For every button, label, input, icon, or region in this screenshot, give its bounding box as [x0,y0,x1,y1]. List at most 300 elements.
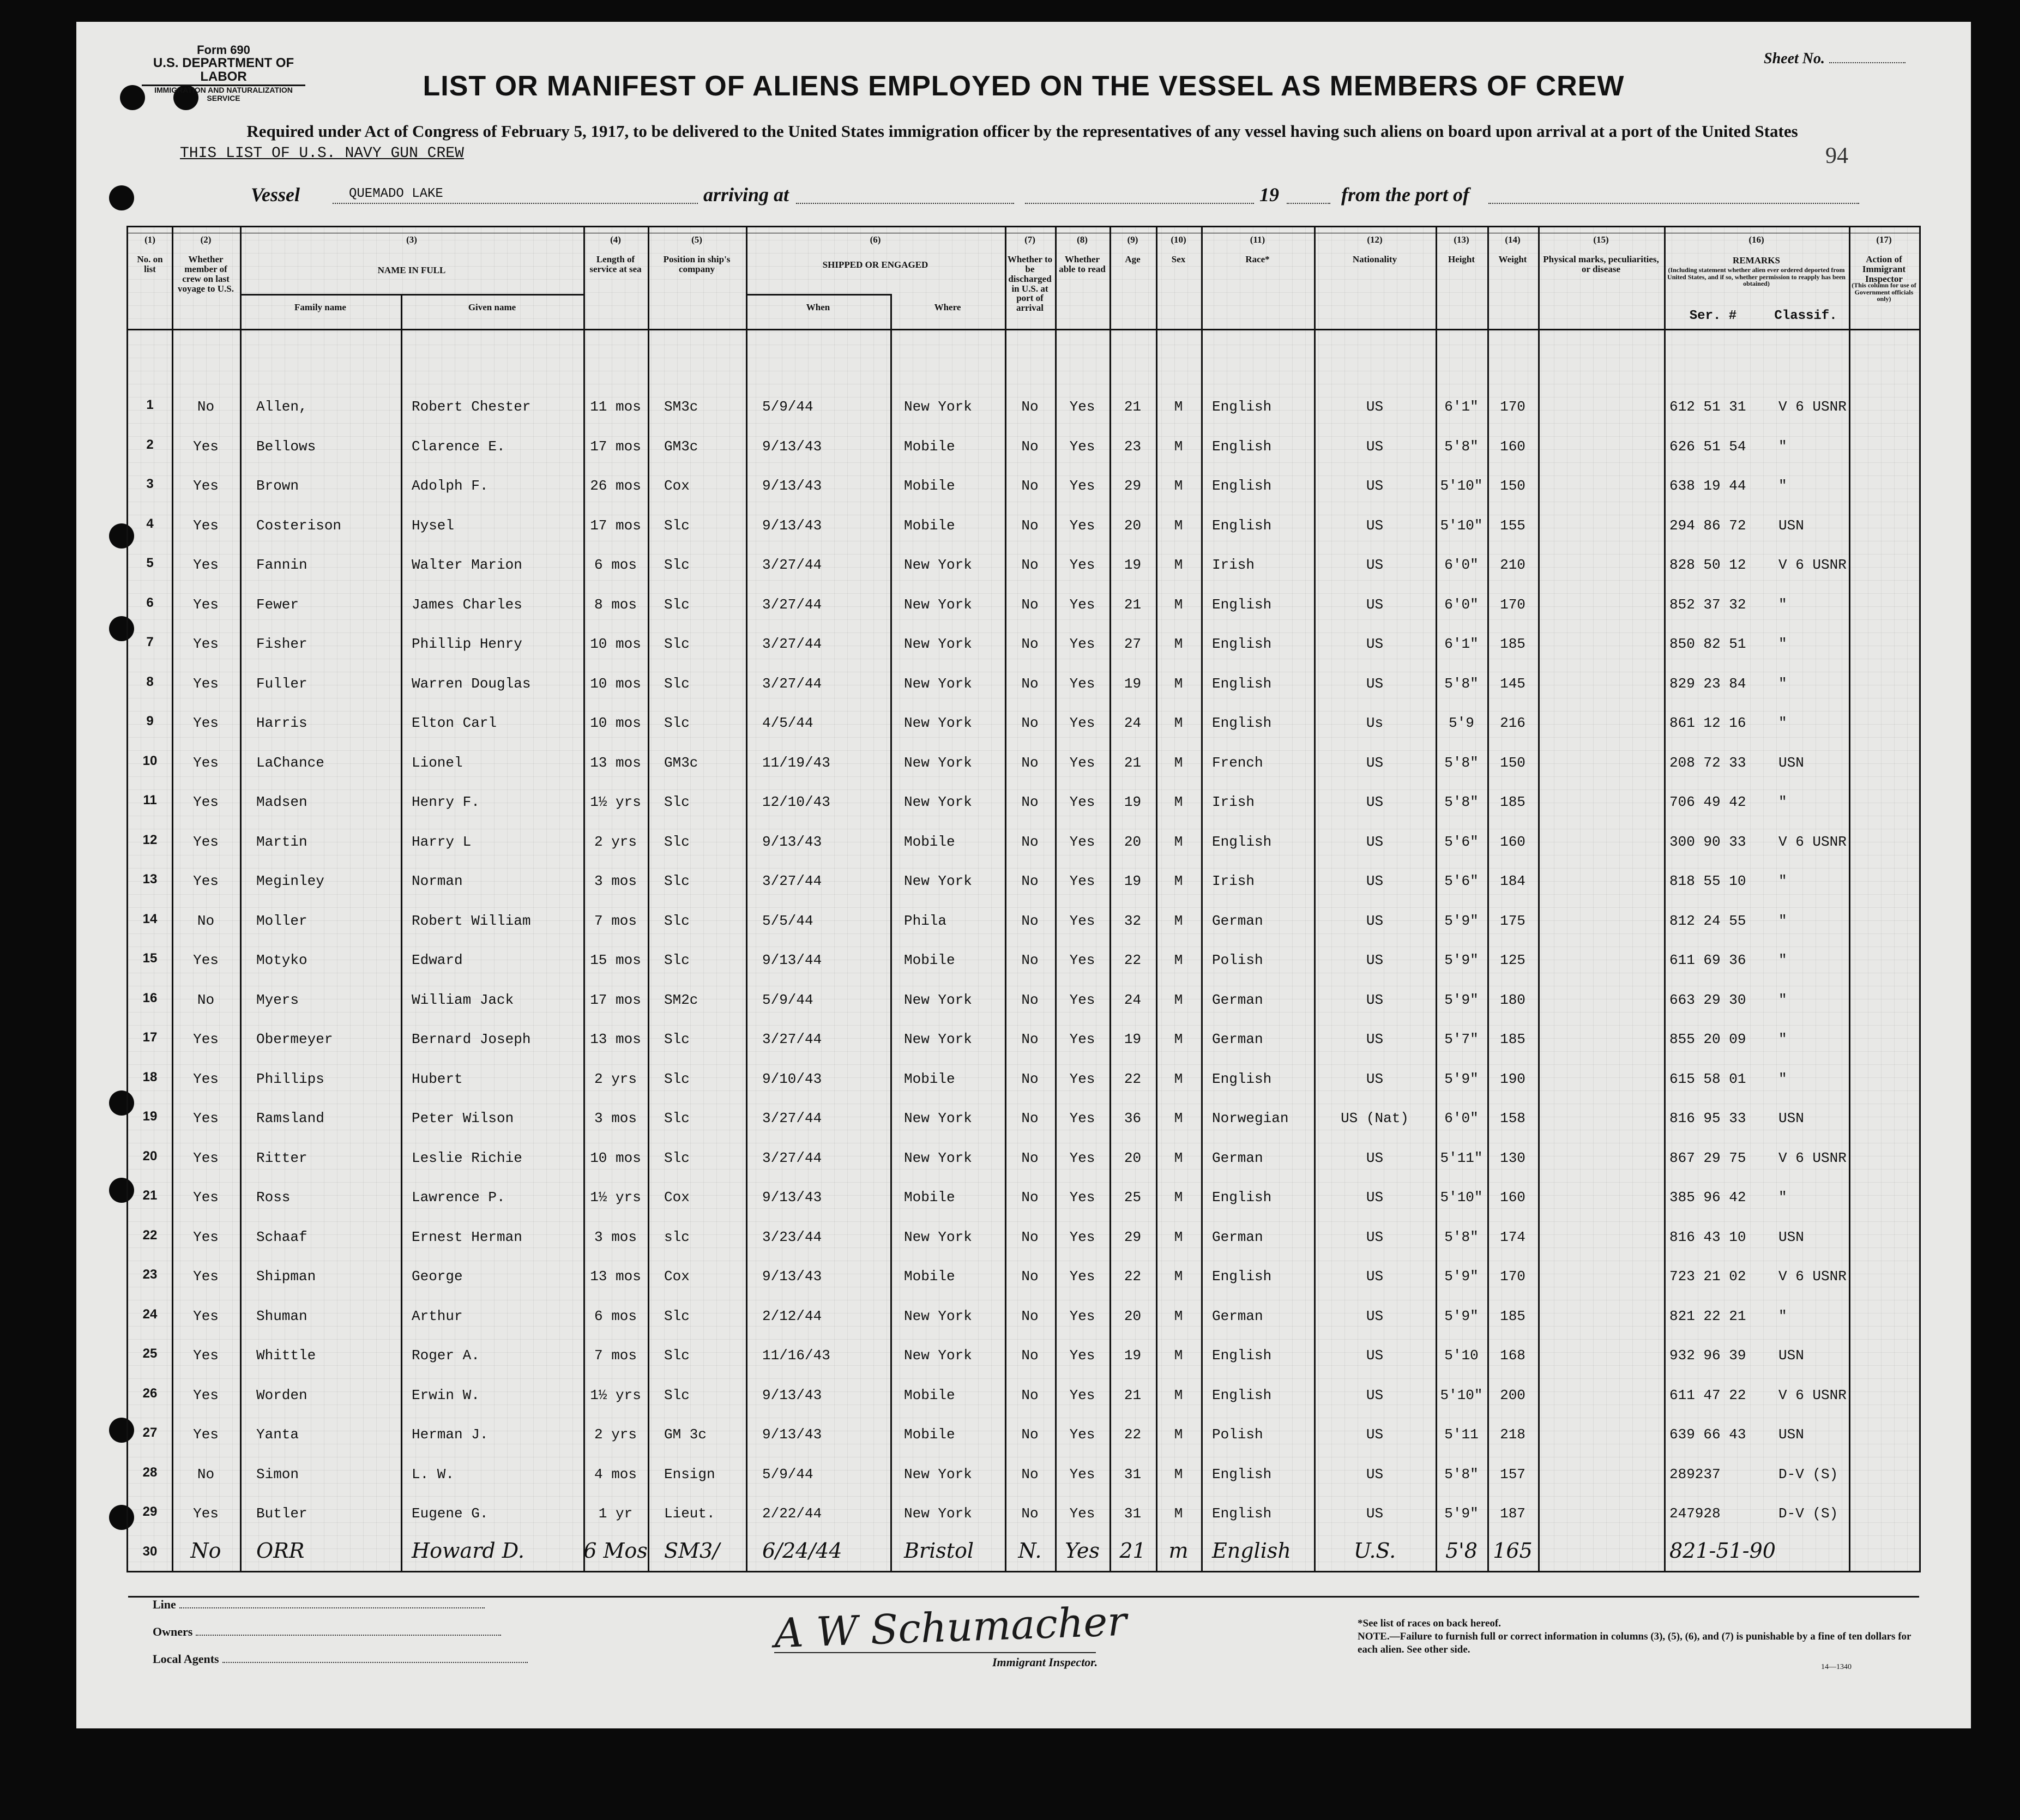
cell-height: 6'1" [1444,399,1479,415]
cell-where: New York [904,596,972,613]
column-number: (17) [1876,234,1892,245]
cell-discharged: No [1021,1110,1039,1126]
cell-sex: M [1174,794,1183,810]
column-number: (6) [870,234,881,245]
cell-sex: M [1174,1070,1183,1087]
form-code: 14—1340 [1821,1663,1852,1671]
page-title: LIST OR MANIFEST OF ALIENS EMPLOYED ON THE VESSEL AS MEMBERS OF CREW [423,70,1625,102]
cell-sex: M [1174,517,1183,534]
cell-ser: 723 21 02 [1669,1268,1746,1285]
column-number: (1) [144,234,155,245]
cell-age: 29 [1124,1228,1142,1245]
cell-height: 5'8" [1444,1228,1479,1245]
cell-prev: Yes [193,833,219,850]
cell-height: 6'0" [1444,1110,1479,1126]
cell-sex: M [1174,952,1183,968]
row-number: 6 [146,595,154,610]
cell-height: 5'9" [1444,1070,1479,1087]
column-header: Age [1125,254,1141,264]
cell-weight: 200 [1500,1387,1525,1403]
cell-read: Yes [1069,438,1095,455]
cell-discharged: No [1021,1189,1039,1206]
cell-classif: USN [1778,517,1804,534]
column-note: (Including statement whether alien ever ordered deported from United States, and if so, whether permission to reapply has been obtained) [1667,266,1846,288]
row-number: 13 [142,872,158,887]
cell-service: 17 mos [590,517,641,534]
cell-given: Robert Chester [412,399,531,415]
cell-ser: 932 96 39 [1669,1347,1746,1364]
cell-service: 10 mos [590,636,641,652]
cell-classif: " [1778,1031,1787,1047]
cell-nationality: US [1366,1228,1384,1245]
cell-service: 7 mos [594,912,637,929]
cell-where: Mobile [904,438,955,455]
cell-where: Mobile [904,833,955,850]
handwritten-sheet-number: 94 [1825,143,1848,168]
cell-height: 5'9" [1444,912,1479,929]
cell-classif: V 6 USNR [1778,399,1847,415]
cell-when: 9/13/43 [762,833,822,850]
cell-when: 3/27/44 [762,1149,822,1166]
cell-when: 9/13/43 [762,438,822,455]
cell-when: 2/22/44 [762,1505,822,1522]
cell-when: 9/13/44 [762,952,822,968]
cell-classif: V 6 USNR [1778,1387,1847,1403]
cell-given: Hubert [412,1070,463,1087]
cell-when: 5/5/44 [762,912,813,929]
cell-weight: 150 [1500,478,1525,494]
cell-nationality: US [1366,991,1384,1008]
cell-prev: Yes [193,438,219,455]
cell-nationality: US [1366,873,1384,889]
cell-age: 20 [1124,833,1142,850]
cell-when: 4/5/44 [762,715,813,731]
row-number: 9 [146,714,154,728]
row-number: 17 [142,1030,158,1045]
column-header: Sex [1171,254,1186,264]
table-row [128,1142,1919,1182]
cell-weight: 155 [1500,517,1525,534]
cell-prev: Yes [193,1505,219,1522]
cell-discharged: No [1021,636,1039,652]
cell-discharged: No [1021,1347,1039,1364]
table-row [128,1538,1919,1577]
cell-when: 5/9/44 [762,1466,813,1482]
cell-nationality: US [1366,557,1384,573]
cell-race: English [1212,1268,1272,1285]
row-number: 30 [142,1544,158,1559]
cell-family: Costerison [256,517,342,534]
cell-position: Slc [664,1031,690,1047]
column-subheader: Given name [468,302,516,312]
cell-sex: M [1174,873,1183,889]
vessel-name: QUEMADO LAKE [349,186,443,201]
column-header: REMARKS [1733,255,1780,266]
cell-position: Slc [664,952,690,968]
cell-when: 3/23/44 [762,1228,822,1245]
cell-read: Yes [1069,1031,1095,1047]
cell-position: Slc [664,833,690,850]
cell-prev: No [197,399,215,415]
cell-height: 5'6" [1444,873,1479,889]
page-subtitle: Required under Act of Congress of February 5, 1917, to be delivered to the United States immigration officer by the representatives of any vessel having such aliens on board upon arrival at a port of the United States [246,122,1798,141]
table-row [128,905,1919,945]
cell-height: 5'9" [1444,991,1479,1008]
cell-weight: 190 [1500,1070,1525,1087]
cell-where: Mobile [904,1268,955,1285]
column-header: Length of service at sea [589,254,642,274]
cell-classif: " [1778,794,1787,810]
cell-race: English [1212,1347,1272,1364]
row-number: 25 [142,1346,158,1361]
cell-discharged: No [1021,991,1039,1008]
year-label: 19 [1259,184,1279,206]
cell-service: 17 mos [590,991,641,1008]
cell-position: Slc [664,794,690,810]
cell-position: Slc [664,912,690,929]
row-number: 29 [142,1504,158,1519]
cell-ser: 289237 [1669,1466,1721,1482]
cell-read: Yes [1069,675,1095,692]
cell-age: 22 [1124,1268,1142,1285]
cell-height: 5'8" [1444,754,1479,771]
cell-family: Allen, [256,399,307,415]
table-row [128,1063,1919,1103]
cell-classif: " [1778,1189,1787,1206]
cell-position: Slc [664,1347,690,1364]
column-number: (10) [1171,234,1186,245]
cell-prev: Yes [193,1149,219,1166]
cell-age: 22 [1124,1070,1142,1087]
cell-position: Slc [664,1387,690,1403]
cell-prev: Yes [193,1110,219,1126]
column-number: (15) [1593,234,1609,245]
column-number: (11) [1250,234,1265,245]
cell-prev: Yes [193,1268,219,1285]
cell-age: 22 [1124,1426,1142,1443]
cell-race: German [1212,991,1263,1008]
cell-family: Shipman [256,1268,316,1285]
column-number: (9) [1127,234,1138,245]
cell-race: German [1212,1307,1263,1324]
cell-service: 6 mos [594,1307,637,1324]
column-header: Weight [1498,254,1527,264]
table-row [128,1419,1919,1459]
cell-classif: " [1778,873,1787,889]
vessel-line [251,183,1919,210]
cell-race: German [1212,1149,1263,1166]
cell-race: German [1212,912,1263,929]
cell-prev: No [197,1466,215,1482]
cell-weight: 216 [1500,715,1525,731]
row-number: 4 [146,516,154,531]
cell-position: Cox [664,1189,690,1206]
cell-nationality: US [1366,675,1384,692]
cell-read: Yes [1069,1466,1095,1482]
cell-given: Henry F. [412,794,480,810]
cell-read: Yes [1069,1387,1095,1403]
cell-nationality: US [1366,952,1384,968]
cell-ser: 208 72 33 [1669,754,1746,771]
cell-height: 6'1" [1444,636,1479,652]
cell-ser: 626 51 54 [1669,438,1746,455]
cell-discharged: No [1021,873,1039,889]
cell-weight: 170 [1500,1268,1525,1285]
row-number: 12 [142,832,158,847]
cell-service: 4 mos [594,1466,637,1482]
cell-family: Fisher [256,636,307,652]
cell-given: Howard D. [412,1538,524,1563]
cell-when: 2/12/44 [762,1307,822,1324]
column-header: Nationality [1352,254,1397,264]
cell-given: Walter Marion [412,557,522,573]
cell-service: 13 mos [590,754,641,771]
cell-classif: " [1778,715,1787,731]
cell-race: French [1212,754,1263,771]
arriving-label: arriving at [703,184,789,206]
table-row [128,1340,1919,1379]
cell-weight: 170 [1500,399,1525,415]
cell-classif: " [1778,438,1787,455]
cell-sex: M [1174,478,1183,494]
owners-field [153,1625,501,1639]
cell-race: English [1212,1189,1272,1206]
table-row [128,589,1919,629]
cell-age: 19 [1124,557,1142,573]
cell-service: 6 mos [594,557,637,573]
column-subheader: Family name [294,302,346,312]
cell-sex: M [1174,1387,1183,1403]
cell-where: New York [904,794,972,810]
cell-weight: 145 [1500,675,1525,692]
footnote [1358,1617,1914,1656]
cell-height: 5'10" [1440,1387,1483,1403]
cell-classif: D-V (S) [1778,1505,1838,1522]
cell-position: SM2c [664,991,698,1008]
cell-read: Yes [1069,1228,1095,1245]
row-number: 3 [146,477,154,491]
cell-sex: M [1174,912,1183,929]
cell-ser: 663 29 30 [1669,991,1746,1008]
cell-weight: 185 [1500,636,1525,652]
cell-family: Obermeyer [256,1031,333,1047]
cell-discharged: No [1021,1031,1039,1047]
column-subheader: Classif. [1774,309,1837,323]
service-name: IMMIGRATION AND NATURALIZATION SERVICE [154,86,293,103]
cell-position: Slc [664,1149,690,1166]
cell-height: 6'0" [1444,557,1479,573]
cell-given: Harry L [412,833,472,850]
cell-age: 20 [1124,517,1142,534]
line-field [153,1598,485,1612]
cell-nationality: Us [1366,715,1384,731]
cell-ser: 816 43 10 [1669,1228,1746,1245]
cell-weight: 185 [1500,1307,1525,1324]
cell-given: Elton Carl [412,715,497,731]
cell-position: Lieut. [664,1505,715,1522]
cell-family: Ritter [256,1149,307,1166]
cell-service: 6 Mos [583,1538,648,1563]
fine-note: NOTE.—Failure to furnish full or correct information in columns (3), (5), (6), and (7) is punishable by a fine of ten dollars for each alien. See other side. [1358,1630,1912,1655]
cell-family: Harris [256,715,307,731]
crew-table [126,226,1921,1572]
cell-height: 5'11 [1444,1426,1479,1443]
cell-age: 29 [1124,478,1142,494]
cell-ser: 821-51-90 [1669,1538,1776,1563]
table-row [128,510,1919,550]
cell-read: Yes [1069,557,1095,573]
cell-given: Peter Wilson [412,1110,514,1126]
local-agents-label: Local Agents [153,1652,219,1666]
cell-sex: M [1174,1505,1183,1522]
cell-family: Meginley [256,873,324,889]
cell-ser: 818 55 10 [1669,873,1746,889]
cell-family: Madsen [256,794,307,810]
cell-where: New York [904,636,972,652]
cell-age: 21 [1124,399,1142,415]
row-number: 24 [142,1306,158,1322]
cell-when: 9/13/43 [762,517,822,534]
cell-ser: 615 58 01 [1669,1070,1746,1087]
cell-where: Mobile [904,952,955,968]
inspector-label: Immigrant Inspector. [992,1655,1098,1669]
cell-when: 9/10/43 [762,1070,822,1087]
cell-race: English [1212,1387,1272,1403]
cell-race: Polish [1212,1426,1263,1443]
cell-where: New York [904,991,972,1008]
cell-race: English [1212,833,1272,850]
cell-nationality: US [1366,1307,1384,1324]
cell-race: English [1212,478,1272,494]
from-port-label: from the port of [1341,184,1470,206]
cell-nationality: US [1366,478,1384,494]
cell-read: Yes [1069,1347,1095,1364]
table-row [128,944,1919,984]
cell-discharged: No [1021,596,1039,613]
cell-service: 15 mos [590,952,641,968]
cell-discharged: No [1021,715,1039,731]
cell-height: 5'8" [1444,794,1479,810]
cell-age: 19 [1124,675,1142,692]
cell-weight: 180 [1500,991,1525,1008]
cell-family: LaChance [256,754,324,771]
cell-family: Whittle [256,1347,316,1364]
cell-family: Myers [256,991,299,1008]
cell-sex: M [1174,1110,1183,1126]
cell-discharged: No [1021,912,1039,929]
table-row [128,747,1919,787]
cell-discharged: No [1021,399,1039,415]
cell-given: Hysel [412,517,455,534]
cell-height: 5'9" [1444,1505,1479,1522]
cell-age: 19 [1124,794,1142,810]
cell-prev: Yes [193,1031,219,1047]
cell-sex: M [1174,1268,1183,1285]
cell-where: Bristol [904,1538,974,1563]
manifest-page [76,22,1971,1728]
cell-family: Bellows [256,438,316,455]
row-number: 19 [142,1109,158,1124]
row-number: 8 [146,674,154,689]
cell-age: 22 [1124,952,1142,968]
table-row [128,1102,1919,1142]
cell-classif: V 6 USNR [1778,1149,1847,1166]
cell-weight: 185 [1500,1031,1525,1047]
cell-nationality: US [1366,833,1384,850]
cell-read: Yes [1069,399,1095,415]
cell-prev: Yes [193,1307,219,1324]
cell-discharged: No [1021,794,1039,810]
cell-read: Yes [1069,873,1095,889]
cell-position: Slc [664,596,690,613]
cell-position: Slc [664,636,690,652]
cell-ser: 611 69 36 [1669,952,1746,968]
cell-given: George [412,1268,463,1285]
cell-where: Phila [904,912,947,929]
cell-position: Slc [664,517,690,534]
cell-discharged: No [1021,1426,1039,1443]
cell-sex: M [1174,715,1183,731]
row-number: 20 [142,1148,158,1164]
cell-age: 31 [1124,1505,1142,1522]
cell-race: English [1212,715,1272,731]
row-number: 10 [142,753,158,768]
cell-race: English [1212,636,1272,652]
cell-prev: Yes [193,1347,219,1364]
cell-prev: No [190,1538,221,1563]
cell-family: Motyko [256,952,307,968]
cell-position: Slc [664,557,690,573]
column-number: (5) [691,234,702,245]
cell-height: 5'8" [1444,675,1479,692]
cell-position: Slc [664,1307,690,1324]
cell-position: Slc [664,675,690,692]
cell-when: 3/27/44 [762,675,822,692]
cell-classif: D-V (S) [1778,1466,1838,1482]
cell-nationality: US [1366,636,1384,652]
row-number: 5 [146,556,154,570]
cell-position: Slc [664,715,690,731]
cell-race: Irish [1212,873,1255,889]
cell-height: 5'8" [1444,1466,1479,1482]
cell-height: 5'10" [1440,1189,1483,1206]
cell-where: New York [904,873,972,889]
column-number: (7) [1024,234,1035,245]
cell-weight: 174 [1500,1228,1525,1245]
cell-when: 6/24/44 [762,1538,842,1563]
cell-age: 19 [1124,873,1142,889]
cell-read: Yes [1065,1538,1100,1563]
row-number: 21 [142,1188,158,1203]
cell-given: Ernest Herman [412,1228,522,1245]
cell-ser: 850 82 51 [1669,636,1746,652]
cell-given: Edward [412,952,463,968]
row-number: 27 [142,1425,158,1440]
cell-classif: " [1778,478,1787,494]
cell-weight: 158 [1500,1110,1525,1126]
cell-race: Polish [1212,952,1263,968]
cell-read: Yes [1069,1268,1095,1285]
races-note: *See list of races on back hereof. [1358,1618,1501,1629]
cell-read: Yes [1069,1070,1095,1087]
column-number: (16) [1748,234,1764,245]
cell-race: English [1212,596,1272,613]
cell-where: Mobile [904,1387,955,1403]
row-number: 7 [146,635,154,649]
table-row [128,1261,1919,1300]
column-number: (4) [610,234,621,245]
cell-family: Fannin [256,557,307,573]
